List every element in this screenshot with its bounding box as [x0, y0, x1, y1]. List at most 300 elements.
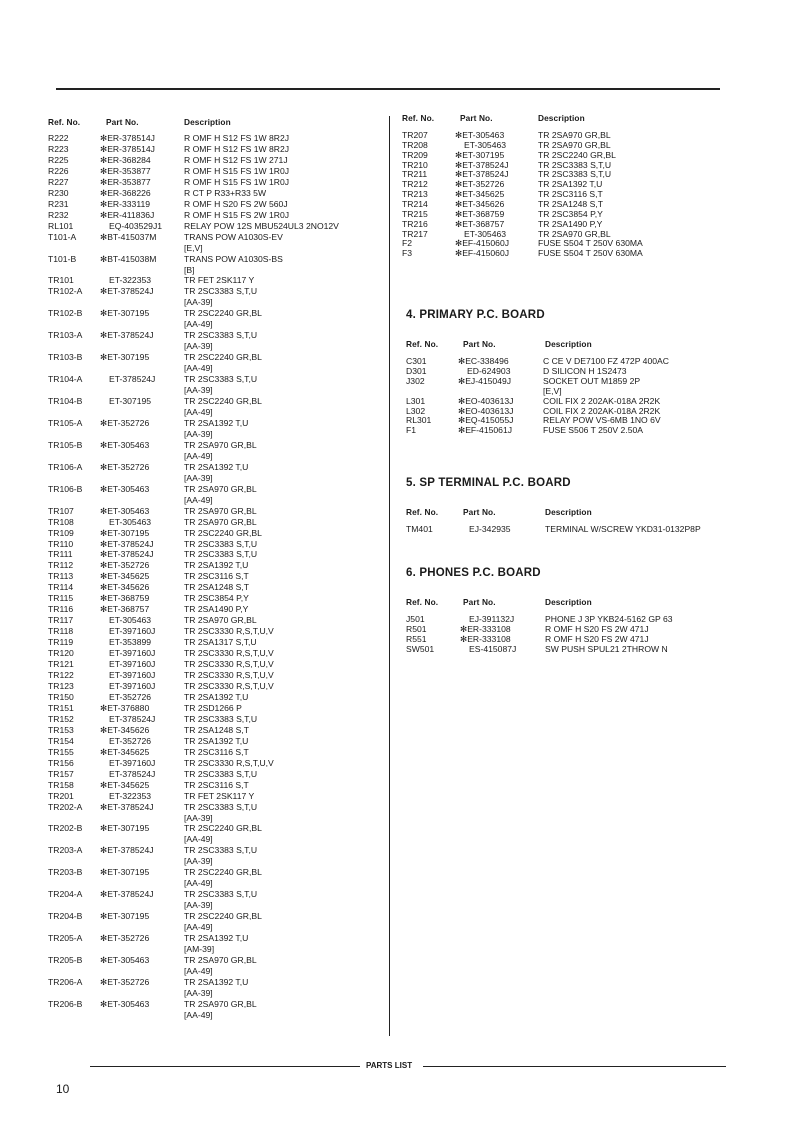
- part-no: ES-415087J: [469, 643, 517, 654]
- ref-no: TR105-A: [48, 417, 83, 428]
- table-row: [0, 988, 791, 998]
- description: PHONE J 3P YKB24-5162 GP 63: [545, 614, 673, 624]
- ref-no: TR211: [402, 169, 428, 180]
- table-row: [0, 834, 791, 844]
- column-header-desc: Description: [545, 597, 592, 607]
- part-no: ET-353899: [109, 637, 152, 648]
- part-no: ET-352726: [109, 735, 152, 746]
- part-no: ✻ET-307195: [100, 352, 150, 363]
- table-row: [0, 644, 791, 654]
- part-no: ET-305463: [109, 615, 152, 626]
- part-no: ET-378524J: [109, 713, 156, 724]
- description: [AA-49]: [184, 450, 213, 461]
- ref-no: TR215: [402, 208, 428, 219]
- ref-no: TR104-A: [48, 374, 83, 385]
- description: COIL FIX 2 202AK-018A 2R2K: [543, 395, 661, 406]
- table-row: [0, 736, 791, 746]
- ref-no: J501: [406, 614, 425, 624]
- part-no: ✻BT-415038M: [100, 253, 157, 264]
- description: [AA-39]: [184, 297, 213, 308]
- ref-no: TR105-B: [48, 439, 83, 450]
- ref-no: J302: [406, 375, 425, 386]
- description: R CT P R33+R33 5W: [184, 187, 267, 198]
- table-row: [0, 140, 791, 150]
- table-row: [0, 209, 791, 219]
- part-no: ✻ER-368284: [100, 154, 151, 165]
- ref-no: TR217: [402, 228, 428, 239]
- ref-no: TR107: [48, 505, 74, 516]
- table-row: [0, 692, 791, 702]
- description: TR 2SC3383 S,T,U: [538, 169, 612, 180]
- ref-no: TR212: [402, 179, 428, 190]
- description: TR 2SC2240 GR,BL: [184, 823, 262, 834]
- ref-no: TR116: [48, 604, 74, 615]
- description: TRANS POW A1030S-BS: [184, 253, 283, 264]
- table-row: [0, 473, 791, 483]
- table-row: [0, 386, 791, 396]
- part-no: ET-397160J: [109, 659, 156, 670]
- column-header-desc: Description: [184, 117, 231, 127]
- description: [AA-39]: [184, 472, 213, 483]
- table-row: [0, 977, 791, 987]
- part-no: ✻ET-378524J: [100, 286, 154, 297]
- description: R OMF H S15 FS 1W 1R0J: [184, 165, 290, 176]
- ref-no: TR213: [402, 189, 428, 200]
- part-no: ✻ET-307195: [100, 823, 150, 834]
- description: [AA-49]: [184, 407, 213, 417]
- table-row: [0, 219, 791, 229]
- description: R OMF H S20 FS 2W 560J: [184, 198, 288, 209]
- ref-no: TR202-B: [48, 823, 83, 834]
- table-row: [0, 703, 791, 713]
- description: TR 2SC2240 GR,BL: [184, 352, 262, 363]
- part-no: ET-305463: [109, 516, 152, 527]
- table-row: [0, 366, 791, 376]
- ref-no: F3: [402, 248, 413, 259]
- description: TR 2SC3330 R,S,T,U,V: [184, 757, 274, 768]
- description: TR 2SA1392 T,U: [184, 461, 249, 472]
- table-row: [0, 286, 791, 296]
- part-no: EJ-391132J: [469, 614, 515, 624]
- description: R OMF H S12 FS 1W 271J: [184, 154, 288, 165]
- part-no: ✻ET-345626: [455, 198, 505, 209]
- table-row: [0, 813, 791, 823]
- part-no: ✻EF-415060J: [455, 248, 510, 259]
- part-no: ✻EO-403613J: [458, 395, 514, 406]
- ref-no: TR118: [48, 626, 74, 637]
- table-row: [0, 582, 791, 592]
- description: TR 2SC2240 GR,BL: [184, 308, 262, 319]
- ref-no: TR155: [48, 746, 74, 757]
- part-no: ✻ET-305463: [455, 130, 505, 140]
- table-row: [0, 670, 791, 680]
- ref-no: TR101: [48, 275, 74, 286]
- table-row: [0, 199, 791, 209]
- description: TR FET 2SK117 Y: [184, 275, 255, 286]
- description: [E,V]: [543, 385, 562, 396]
- description: [AA-49]: [184, 319, 213, 330]
- part-no: ✻EC-338496: [458, 356, 509, 366]
- description: TR 2SA1392 T,U: [184, 735, 249, 746]
- table-row: [0, 189, 791, 199]
- ref-no: TR204-B: [48, 911, 83, 922]
- part-no: ✻ER-368226: [100, 187, 151, 198]
- description: R OMF H S20 FS 2W 471J: [545, 633, 649, 644]
- part-no: ✻ET-307195: [455, 149, 505, 160]
- ref-no: TR117: [48, 615, 74, 626]
- description: TR 2SC3330 R,S,T,U,V: [184, 670, 274, 681]
- part-no: EJ-342935: [469, 524, 511, 534]
- section-title: 6. PHONES P.C. BOARD: [406, 567, 541, 579]
- description: TR 2SC2240 GR,BL: [538, 149, 616, 160]
- description: TR 2SA1392 T,U: [184, 560, 249, 571]
- ref-no: TR123: [48, 681, 74, 691]
- description: TR 2SC2240 GR,BL: [184, 911, 262, 922]
- table-row: [0, 462, 791, 472]
- description: C CE V DE7100 FZ 472P 400AC: [543, 356, 669, 366]
- description: FUSE S504 T 250V 630MA: [538, 248, 643, 259]
- column-header-part: Part No.: [463, 507, 496, 517]
- part-no: ✻ER-353877: [100, 165, 151, 176]
- description: TR 2SA1392 T,U: [184, 976, 249, 987]
- description: TR 2SA1317 S,T,U: [184, 637, 257, 648]
- part-no: ET-305463: [464, 228, 507, 239]
- column-header-part: Part No.: [460, 113, 493, 123]
- ref-no: F1: [406, 425, 417, 436]
- ref-no: TR156: [48, 757, 74, 768]
- table-row: [0, 867, 791, 877]
- ref-no: TR104-B: [48, 396, 83, 407]
- ref-no: TR108: [48, 516, 74, 527]
- ref-no: R227: [48, 176, 69, 187]
- table-row: [0, 248, 791, 258]
- description: R OMF H S15 FS 2W 1R0J: [184, 209, 290, 220]
- table-row: [0, 604, 791, 614]
- part-no: ✻ET-345625: [455, 189, 505, 200]
- description: TR 2SC3116 S,T: [184, 746, 249, 757]
- ref-no: R551: [406, 633, 427, 644]
- part-no: ✻ET-307195: [100, 308, 150, 319]
- ref-no: TR216: [402, 218, 428, 229]
- table-row: [0, 944, 791, 954]
- ref-no: L301: [406, 395, 426, 406]
- part-no: ✻EQ-415055J: [458, 415, 514, 426]
- description: [AA-49]: [184, 834, 213, 845]
- column-header-ref: Ref. No.: [406, 339, 439, 349]
- description: TR 2SC3116 S,T: [184, 779, 249, 790]
- ref-no: C301: [406, 356, 427, 366]
- table-row: [0, 614, 791, 624]
- ref-no: TR154: [48, 735, 74, 746]
- column-header-desc: Description: [545, 507, 592, 517]
- description: [AA-49]: [184, 878, 213, 889]
- ref-no: TR109: [48, 527, 74, 538]
- ref-no: TR106-A: [48, 461, 83, 472]
- description: TR 2SA1392 T,U: [184, 691, 249, 702]
- part-no: ✻ET-368757: [100, 604, 150, 615]
- ref-no: TR203-A: [48, 845, 83, 856]
- table-row: [0, 297, 791, 307]
- description: TR 2SA1392 T,U: [184, 417, 249, 428]
- description: TR 2SA1248 S,T: [184, 582, 249, 593]
- part-no: ✻ET-378524J: [455, 159, 509, 170]
- ref-no: TR206-B: [48, 998, 83, 1009]
- table-row: [0, 922, 791, 932]
- top-rule: [56, 88, 720, 90]
- ref-no: TR115: [48, 593, 74, 604]
- ref-no: TR204-A: [48, 889, 83, 900]
- table-row: [0, 484, 791, 494]
- part-no: ET-397160J: [109, 648, 156, 659]
- table-row: [0, 900, 791, 910]
- table-row: [0, 308, 791, 318]
- table-row: [0, 341, 791, 351]
- description: FUSE S506 T 250V 2.50A: [543, 425, 644, 436]
- table-row: [0, 593, 791, 603]
- table-row: [0, 176, 791, 190]
- description: [AA-49]: [184, 922, 213, 933]
- part-no: ✻ET-345625: [100, 746, 150, 757]
- part-no: ✻ET-352726: [455, 179, 505, 190]
- ref-no: T101-B: [48, 253, 77, 264]
- part-no: ✻ER-353877: [100, 176, 151, 187]
- ref-no: R501: [406, 623, 427, 634]
- table-row: [0, 376, 791, 386]
- column-header-part: Part No.: [106, 117, 139, 127]
- section-title: 5. SP TERMINAL P.C. BOARD: [406, 477, 571, 489]
- part-no: ✻ET-305463: [100, 505, 150, 516]
- table-row: [0, 878, 791, 888]
- description: D SILICON H 1S2473: [543, 365, 627, 376]
- ref-no: TR112: [48, 560, 74, 571]
- description: [AA-39]: [184, 987, 213, 998]
- column-header-ref: Ref. No.: [48, 117, 81, 127]
- column-header-desc: Description: [538, 113, 585, 123]
- table-row: [0, 539, 791, 549]
- table-row: [0, 955, 791, 965]
- table-row: [0, 659, 791, 669]
- description: TR 2SC3383 S,T,U: [184, 549, 258, 560]
- description: RELAY POW VS-6MB 1NO 6V: [543, 415, 661, 426]
- ref-no: TR114: [48, 582, 74, 593]
- section-title: 4. PRIMARY P.C. BOARD: [406, 309, 545, 321]
- ref-no: TR214: [402, 198, 428, 209]
- description: TR 2SA970 GR,BL: [538, 139, 611, 150]
- ref-no: TR208: [402, 139, 428, 150]
- part-no: ✻ET-368759: [100, 593, 150, 604]
- table-row: [0, 549, 791, 559]
- table-row: [0, 150, 791, 160]
- table-row: [0, 330, 791, 340]
- description: TR 2SA970 GR,BL: [538, 228, 611, 239]
- part-no: ✻ER-333119: [100, 198, 151, 209]
- part-no: ✻ET-352726: [100, 461, 150, 472]
- description: TR 2SA1392 T,U: [538, 179, 603, 190]
- table-row: [0, 524, 791, 534]
- part-no: ET-378524J: [109, 768, 156, 779]
- table-row: [0, 560, 791, 570]
- description: [AA-49]: [184, 965, 213, 976]
- part-no: ET-352726: [109, 691, 152, 702]
- part-no: ✻ET-376880: [100, 702, 150, 713]
- description: SW PUSH SPUL21 2THROW N: [545, 643, 668, 654]
- ref-no: TR202-A: [48, 801, 83, 812]
- part-no: ✻ET-352726: [100, 560, 150, 571]
- table-row: [0, 889, 791, 899]
- column-header-desc: Description: [545, 339, 592, 349]
- description: TR 2SA970 GR,BL: [184, 439, 257, 450]
- table-row: [0, 911, 791, 921]
- table-row: [0, 1010, 791, 1020]
- table-row: [0, 238, 791, 248]
- description: TR 2SA970 GR,BL: [184, 483, 257, 494]
- ref-no: TR122: [48, 670, 74, 681]
- part-no: ✻ER-411836J: [100, 209, 155, 220]
- table-row: [0, 425, 791, 435]
- part-no: EQ-403529J1: [109, 220, 163, 231]
- column-header-ref: Ref. No.: [402, 113, 435, 123]
- table-row: [0, 396, 791, 406]
- table-row: [0, 780, 791, 790]
- part-no: ED-624903: [467, 365, 511, 376]
- table-row: [0, 769, 791, 779]
- ref-no: TR153: [48, 724, 74, 735]
- ref-no: TR205-A: [48, 933, 83, 944]
- part-no: ✻ET-307195: [100, 527, 150, 538]
- description: [AA-39]: [184, 428, 213, 439]
- description: TR 2SD1266 P: [184, 702, 242, 713]
- part-no: ET-397160J: [109, 757, 156, 768]
- part-no: ✻ET-378524J: [100, 538, 154, 549]
- part-no: ✻ET-345625: [100, 779, 150, 790]
- description: TR 2SA1490 P,Y: [184, 604, 249, 615]
- table-row: [0, 758, 791, 768]
- part-no: ✻ET-307195: [100, 867, 150, 878]
- part-no: ET-305463: [464, 139, 507, 150]
- description: TR 2SC3383 S,T,U: [538, 159, 612, 170]
- description: TR 2SA970 GR,BL: [184, 955, 257, 965]
- part-no: ET-378524J: [109, 374, 156, 385]
- ref-no: RL101: [48, 220, 74, 231]
- description: TR 2SC3383 S,T,U: [184, 889, 258, 900]
- description: RELAY POW 12S MBU524UL3 2NO12V: [184, 220, 339, 231]
- column-header-part: Part No.: [463, 597, 496, 607]
- description: TR FET 2SK117 Y: [184, 790, 255, 801]
- page-number: 10: [56, 1082, 70, 1096]
- description: [AA-39]: [184, 812, 213, 823]
- description: R OMF H S12 FS 1W 8R2J: [184, 143, 290, 154]
- ref-no: TR121: [48, 659, 74, 670]
- description: TR 2SA1248 S,T: [184, 724, 249, 735]
- part-no: ✻ET-345625: [100, 571, 150, 582]
- description: TR 2SC2240 GR,BL: [184, 867, 262, 878]
- table-row: [0, 856, 791, 866]
- ref-no: TR201: [48, 790, 74, 801]
- ref-no: R231: [48, 198, 69, 209]
- part-no: ET-307195: [109, 396, 152, 407]
- table-row: [0, 747, 791, 757]
- part-no: ✻ER-333108: [460, 623, 511, 634]
- part-no: ✻ET-378524J: [100, 549, 154, 560]
- table-row: [0, 406, 791, 416]
- ref-no: SW501: [406, 643, 435, 654]
- description: TR 2SA970 GR,BL: [184, 516, 257, 527]
- table-row: [0, 130, 791, 140]
- table-row: [0, 802, 791, 812]
- description: TR 2SC2240 GR,BL: [184, 396, 262, 407]
- ref-no: TR103-B: [48, 352, 83, 363]
- part-no: ✻ET-305463: [100, 483, 150, 494]
- description: TR 2SC3116 S,T: [538, 189, 603, 200]
- ref-no: TR111: [48, 549, 73, 560]
- part-no: ET-322353: [109, 790, 152, 801]
- ref-no: TR203-B: [48, 867, 83, 878]
- description: TR 2SC3383 S,T,U: [184, 374, 258, 385]
- description: [AA-49]: [184, 363, 213, 374]
- description: [B]: [184, 264, 195, 275]
- part-no: ✻ET-305463: [100, 998, 150, 1009]
- ref-no: TR206-A: [48, 976, 83, 987]
- description: TR 2SC3330 R,S,T,U,V: [184, 626, 274, 637]
- ref-no: TR102-A: [48, 286, 83, 297]
- description: R OMF H S15 FS 1W 1R0J: [184, 176, 290, 187]
- description: [AA-49]: [184, 1009, 213, 1020]
- description: TR 2SC3854 P,Y: [184, 593, 249, 604]
- description: TR 2SA1248 S,T: [538, 198, 603, 209]
- description: TR 2SC3383 S,T,U: [184, 768, 258, 779]
- part-no: ✻ET-305463: [100, 439, 150, 450]
- description: TR 2SC3330 R,S,T,U,V: [184, 659, 274, 670]
- ref-no: TR119: [48, 637, 74, 648]
- ref-no: R223: [48, 143, 69, 154]
- description: TR 2SA1490 P,Y: [538, 218, 603, 229]
- part-no: ✻ET-307195: [100, 911, 150, 922]
- description: [AA-49]: [184, 494, 213, 505]
- part-no: ✻ET-345626: [100, 582, 150, 593]
- part-no: ET-397160J: [109, 626, 156, 637]
- description: TR 2SA1392 T,U: [184, 933, 249, 944]
- table-row: [0, 506, 791, 516]
- ref-no: TR158: [48, 779, 74, 790]
- description: [AA-39]: [184, 856, 213, 867]
- table-row: [0, 275, 791, 285]
- ref-no: R230: [48, 187, 69, 198]
- ref-no: R225: [48, 154, 69, 165]
- ref-no: TR157: [48, 768, 74, 779]
- table-row: [0, 160, 791, 170]
- part-no: ✻ET-378524J: [100, 889, 154, 900]
- description: [AA-39]: [184, 900, 213, 911]
- ref-no: R232: [48, 209, 69, 220]
- table-row: [0, 999, 791, 1009]
- column-header-part: Part No.: [463, 339, 496, 349]
- description: R OMF H S12 FS 1W 8R2J: [184, 133, 290, 143]
- description: [AA-39]: [184, 385, 213, 396]
- description: TR 2SA970 GR,BL: [184, 505, 257, 516]
- table-row: [0, 265, 791, 275]
- ref-no: TR110: [48, 538, 74, 549]
- description: TR 2SC3383 S,T,U: [184, 713, 258, 724]
- table-row: [0, 356, 791, 366]
- ref-no: TR150: [48, 691, 74, 702]
- table-row: [0, 415, 791, 425]
- footer-rule-right: [423, 1066, 726, 1067]
- description: TR 2SC3383 S,T,U: [184, 801, 258, 812]
- table-row: [0, 229, 791, 239]
- table-row: [0, 681, 791, 691]
- part-no: ✻ET-352726: [100, 976, 150, 987]
- description: TRANS POW A1030S-EV: [184, 231, 283, 242]
